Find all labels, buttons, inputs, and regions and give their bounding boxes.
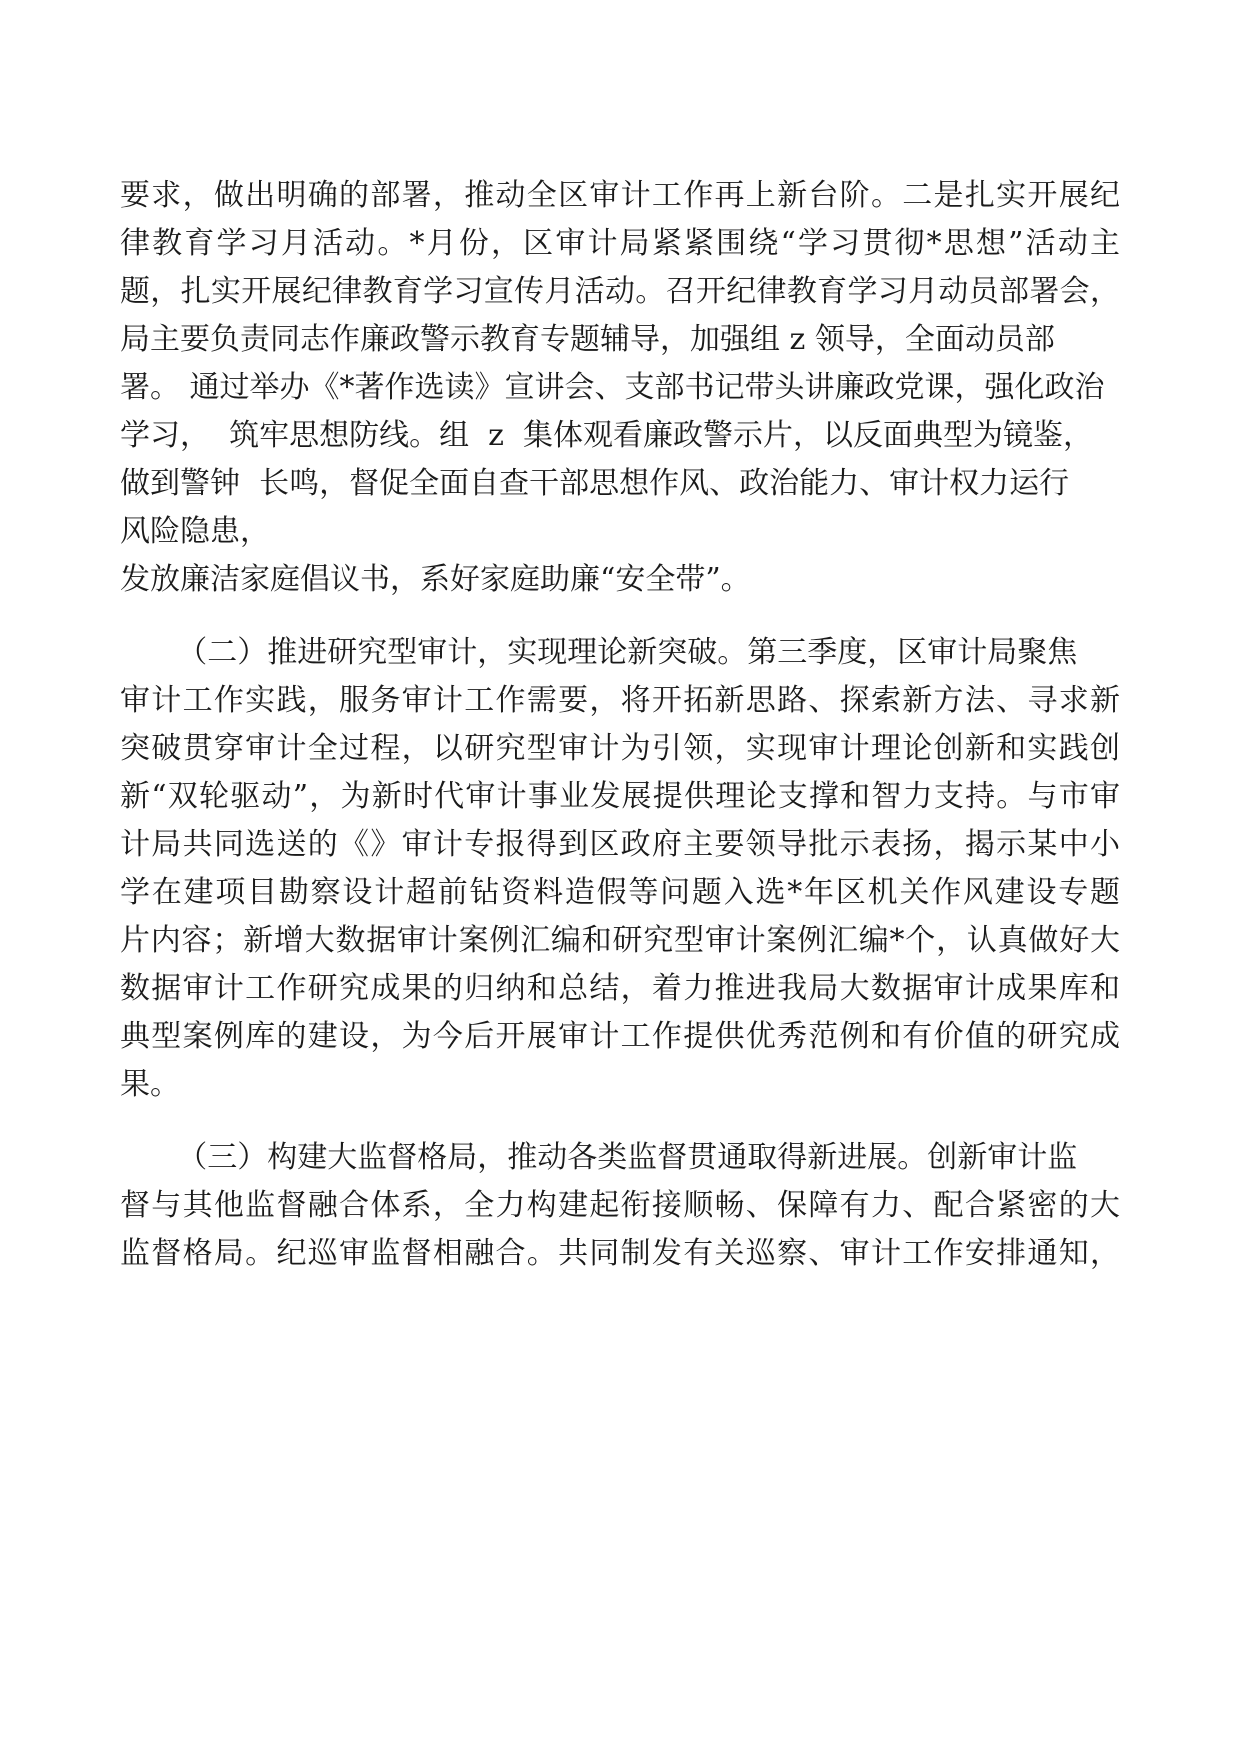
document-body: [120, 172, 1120, 1278]
text-line: 风险隐患，: [120, 514, 270, 549]
text-line: 审计工作实践，服务审计工作需要，将开拓新思路、探索新方法、寻求新: [120, 683, 1120, 718]
text-line: 监督格局。纪巡审监督相融合。共同制发有关巡察、审计工作安排通知，: [120, 1236, 1120, 1271]
text-line: 数据审计工作研究成果的归纳和总结，着力推进我局大数据审计成果库和: [120, 971, 1120, 1006]
paragraph-gap: [120, 604, 1120, 629]
text-line: 督与其他监督融合体系，全力构建起衔接顺畅、保障有力、配合紧密的大: [120, 1188, 1120, 1223]
text-line: 果。: [120, 1067, 180, 1102]
text-line: 局主要负责同志作廉政警示教育专题辅导，加强组 z 领导，全面动员部: [120, 322, 1055, 357]
paragraph-1: [120, 172, 1120, 604]
text-line: 署。 通过举办《*著作选读》宣讲会、支部书记带头讲廉政党课，强化政治: [120, 370, 1105, 405]
paragraph-2: [120, 629, 1120, 1109]
text-line: 律教育学习月活动。*月份，区审计局紧紧围绕“学习贯彻*思想”活动主: [120, 226, 1120, 261]
text-line: 计局共同选送的《》审计专报得到区政府主要领导批示表扬，揭示某中小: [120, 827, 1120, 862]
paragraph-3: [120, 1134, 1120, 1278]
text-line: 题，扎实开展纪律教育学习宣传月活动。召开纪律教育学习月动员部署会，: [120, 274, 1120, 309]
text-line: 发放廉洁家庭倡议书，系好家庭助廉“安全带”。: [120, 562, 751, 597]
text-line: 新“双轮驱动”，为新时代审计事业发展提供理论支撑和智力支持。与市审: [120, 779, 1120, 814]
text-line: 典型案例库的建设，为今后开展审计工作提供优秀范例和有价值的研究成: [120, 1019, 1120, 1054]
text-line: 片内容；新增大数据审计案例汇编和研究型审计案例汇编*个，认真做好大: [120, 923, 1120, 958]
paragraph-gap: [120, 1109, 1120, 1134]
text-line: 突破贯穿审计全过程，以研究型审计为引领，实现审计理论创新和实践创: [120, 731, 1120, 766]
text-line: （二）推进研究型审计，实现理论新突破。第三季度，区审计局聚焦: [120, 635, 1078, 670]
text-line: 要求，做出明确的部署，推动全区审计工作再上新台阶。二是扎实开展纪: [120, 178, 1120, 213]
text-line: （三）构建大监督格局，推动各类监督贯通取得新进展。创新审计监: [120, 1140, 1078, 1175]
text-line: 做到警钟 长鸣，督促全面自查干部思想作风、政治能力、审计权力运行: [120, 466, 1070, 501]
text-line: 学习， 筑牢思想防线。组 z 集体观看廉政警示片，以反面典型为镜鉴，: [120, 418, 1094, 453]
text-line: 学在建项目勘察设计超前钻资料造假等问题入选*年区机关作风建设专题: [120, 875, 1120, 910]
